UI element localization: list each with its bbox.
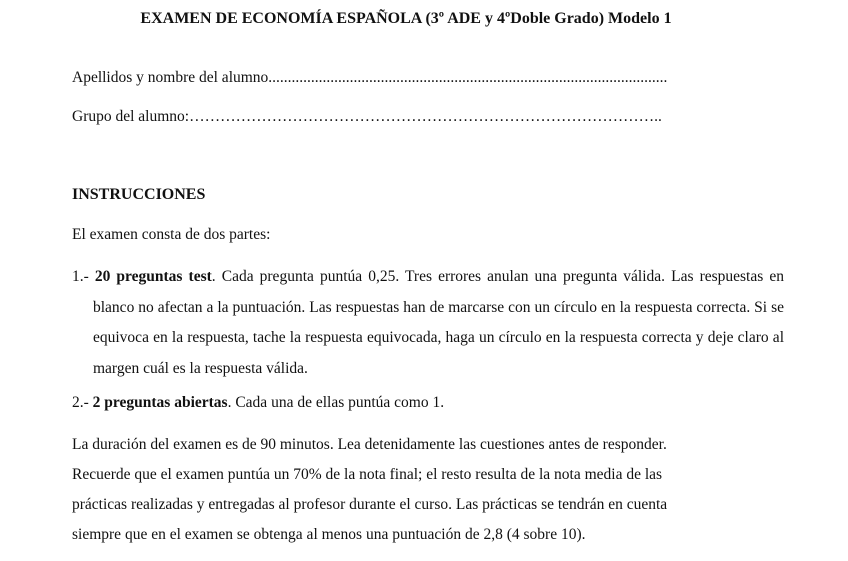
paragraph-line: Recuerde que el examen puntúa un 70% de la nota final; el resto resulta de la nota media de las xyxy=(72,466,663,483)
paragraph-line: prácticas realizadas y entregadas al profesor durante el curso. Las prácticas se tendrán en cuenta xyxy=(72,496,668,513)
instruction-item-test xyxy=(72,262,784,384)
instruction-item-open xyxy=(72,394,444,412)
item-bold-label: 20 preguntas test xyxy=(94,268,212,285)
item-bold-label: 2 preguntas abiertas xyxy=(92,394,228,411)
paragraph-line: siempre que en el examen se obtenga al menos una puntuación de 2,8 (4 sobre 10). xyxy=(72,526,586,543)
closing-paragraph xyxy=(72,430,784,550)
exam-title: EXAMEN DE ECONOMÍA ESPAÑOLA (3º ADE y 4ºDoble Grado) Modelo 1 xyxy=(140,10,672,27)
item-text: . Cada pregunta puntúa 0,25. Tres errores anulan una pregunta válida. Las respuestas en blanco no afectan a la puntuación. Las respuestas han de marcarse con un círculo en la respuesta correcta. Si se equivoca en la respuesta, tache la respuesta equivocada, haga un círculo en la respuesta correcta y deje claro al margen cuál es la respuesta válida. xyxy=(93,268,784,377)
instructions-intro: El examen consta de dos partes: xyxy=(72,226,271,243)
paragraph-line: La duración del examen es de 90 minutos. Lea detenidamente las cuestiones antes de responder. xyxy=(72,436,667,453)
student-name-field: Apellidos y nombre del alumno....................................................................................................... xyxy=(72,69,668,86)
student-group-field: Grupo del alumno:……………………………………………………………………………….. xyxy=(72,108,662,125)
item-number: 1.- xyxy=(72,268,95,285)
instructions-heading: INSTRUCCIONES xyxy=(72,186,206,203)
item-number: 2.- xyxy=(72,394,93,411)
item-text: . Cada una de ellas puntúa como 1. xyxy=(227,394,445,411)
